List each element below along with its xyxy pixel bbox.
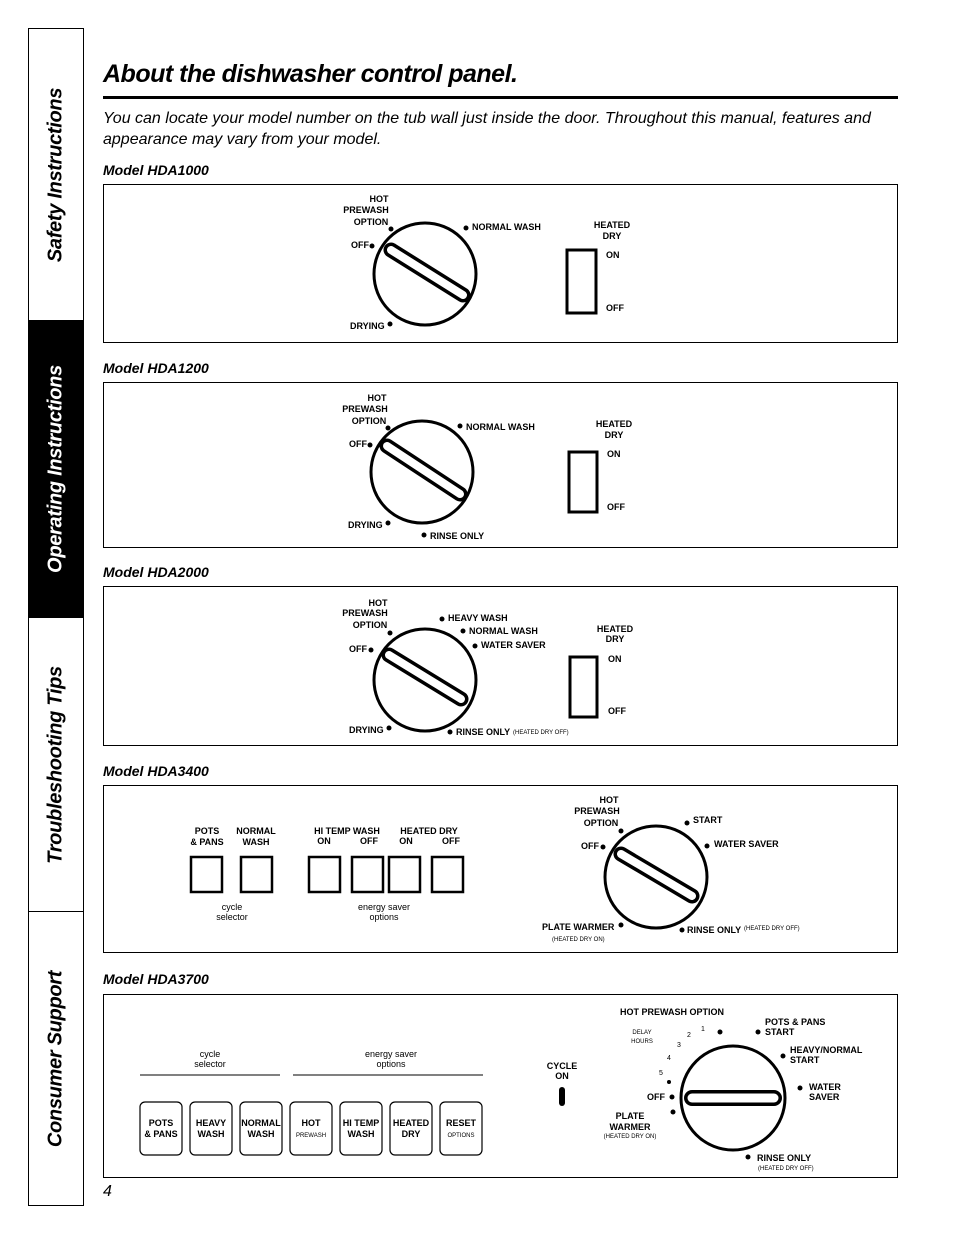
dial-note-heated-dry-on: (HEATED DRY ON) (603, 1134, 657, 1140)
button-label: PREWASH (295, 1133, 327, 1139)
hot-prewash-button[interactable] (290, 1102, 332, 1155)
group-label-cycle: cycle (199, 1049, 221, 1059)
delay-hour-3: 3 (677, 1042, 681, 1049)
dial-label-prewash: PREWASH (574, 806, 620, 816)
model-label-hda2000: Model HDA2000 (103, 564, 209, 580)
cycle-dial[interactable] (374, 629, 476, 731)
dial-label-drying: DRYING (349, 725, 384, 735)
switch-label-heated: HEATED (593, 220, 631, 230)
dial-note-heated-dry-off: (HEATED DRY OFF) (758, 1166, 814, 1172)
button-label-off: OFF (360, 836, 378, 846)
model-label-hda3700: Model HDA3700 (103, 971, 209, 987)
heated-dry-off-button[interactable] (432, 857, 463, 892)
hi-temp-wash-button[interactable] (340, 1102, 382, 1155)
dial-dot (667, 1080, 671, 1084)
button-label-on: ON (399, 836, 413, 846)
panel-hda3700 (103, 994, 898, 1178)
button-label: DRY (401, 1129, 421, 1139)
button-label-wash: WASH (242, 837, 270, 847)
dial-label-pots-pans: POTS & PANS (765, 1017, 826, 1027)
dial-label-rinse-only: RINSE ONLY (687, 925, 742, 935)
page-title: About the dishwasher control panel. (103, 60, 518, 88)
dial-label-normal-wash: NORMAL WASH (466, 422, 535, 432)
page-number: 4 (103, 1183, 112, 1200)
dial-label-water-saver: WATER SAVER (714, 839, 779, 849)
dial-label-heavy-wash: HEAVY WASH (448, 613, 508, 623)
dial-label-option: OPTION (351, 416, 387, 426)
tab-label: Operating Instructions (44, 365, 67, 573)
dial-label-delay: DELAY (632, 1030, 652, 1036)
section-sidebar (28, 28, 84, 1206)
dial-label-option: OPTION (583, 818, 619, 828)
dial-dot (388, 631, 393, 636)
dial-label-prewash: PREWASH (342, 404, 388, 414)
heated-dry-on-button[interactable] (389, 857, 420, 892)
group-label-selector: selector (216, 912, 248, 922)
heated-dry-button[interactable] (390, 1102, 432, 1155)
control-panel-diagram (104, 995, 897, 1177)
dial-label-normal-wash: NORMAL WASH (472, 222, 541, 232)
dial-label-drying: DRYING (348, 520, 383, 530)
dial-dot (386, 426, 391, 431)
button-label-pans: & PANS (190, 837, 224, 847)
dial-dot (746, 1155, 751, 1160)
dial-dot (369, 648, 374, 653)
switch-label-on: ON (606, 250, 620, 260)
switch-label-off: OFF (607, 502, 625, 512)
dial-note-heated-dry-off: (HEATED DRY OFF) (513, 730, 569, 736)
control-panel-diagram (104, 587, 897, 745)
button-label: WASH (247, 1129, 275, 1139)
button-label: WASH (197, 1129, 225, 1139)
switch-label-off: OFF (608, 706, 626, 716)
dial-note-heated-dry-on: (HEATED DRY ON) (552, 937, 605, 943)
button-label: HOT (301, 1118, 321, 1128)
dial-label-heavy-normal: HEAVY/NORMAL (790, 1045, 863, 1055)
dial-label-option: OPTION (352, 620, 388, 630)
button-label: POTS (148, 1118, 174, 1128)
dial-dot (671, 1110, 676, 1115)
dial-dot (368, 443, 373, 448)
button-label: HEATED (392, 1118, 430, 1128)
hi-temp-wash-off-button[interactable] (352, 857, 383, 892)
dial-label-off: OFF (351, 240, 369, 250)
dial-label-prewash: PREWASH (343, 205, 389, 215)
tab-troubleshooting-tips[interactable] (29, 618, 83, 912)
dial-label-saver: SAVER (809, 1092, 840, 1102)
dial-dot (619, 923, 624, 928)
group-label-energy-saver: energy saver (364, 1049, 418, 1059)
switch-label-on: ON (608, 654, 622, 664)
dial-dot (685, 821, 690, 826)
dial-label-start: START (693, 815, 723, 825)
control-panel-diagram (104, 185, 897, 342)
dial-dot (680, 928, 685, 933)
cycle-dial[interactable] (374, 223, 476, 325)
dial-label-rinse-only: RINSE ONLY (430, 531, 485, 541)
button-label: HEAVY (195, 1118, 227, 1128)
dial-dot (619, 829, 624, 834)
dial-label-hot-prewash-option: HOT PREWASH OPTION (620, 1007, 725, 1017)
dial-label-off: OFF (581, 841, 599, 851)
cycle-on-label: ON (555, 1071, 569, 1081)
hi-temp-wash-on-button[interactable] (309, 857, 340, 892)
switch-label-dry: DRY (605, 634, 625, 644)
tab-safety-instructions[interactable] (29, 29, 83, 321)
dial-label-warmer: WARMER (609, 1122, 651, 1132)
dial-dot (798, 1086, 803, 1091)
dial-label-plate-warmer: PLATE WARMER (542, 922, 615, 932)
button-label-hi-temp-wash: HI TEMP WASH (314, 826, 380, 836)
dial-dot (473, 644, 478, 649)
button-label-heated-dry: HEATED DRY (400, 826, 458, 836)
dial-label-off: OFF (349, 644, 367, 654)
group-label-options: options (369, 912, 399, 922)
button-label: RESET (445, 1118, 477, 1128)
dial-label-plate: PLATE (615, 1111, 645, 1121)
delay-hour-4: 4 (667, 1055, 671, 1062)
tab-consumer-support[interactable] (29, 912, 83, 1205)
panel-hda1200 (103, 382, 898, 548)
button-label-on: ON (317, 836, 331, 846)
heated-dry-switch[interactable] (570, 657, 597, 717)
dial-dot (422, 533, 427, 538)
dial-dot (718, 1030, 723, 1035)
group-label-options: options (376, 1059, 406, 1069)
tab-label: Consumer Support (44, 970, 67, 1147)
dial-label-rinse-only: RINSE ONLY (456, 727, 511, 737)
control-panel-diagram (104, 383, 897, 547)
model-label-hda3400: Model HDA3400 (103, 763, 209, 779)
dial-label-hot: HOT (599, 795, 619, 805)
dial-dot (601, 845, 606, 850)
dial-dot (464, 226, 469, 231)
button-label: NORMAL (241, 1118, 281, 1128)
cycle-dial[interactable] (681, 1046, 785, 1150)
dial-label-start: START (765, 1027, 795, 1037)
dial-label-prewash: PREWASH (342, 608, 388, 618)
button-label: & PANS (144, 1129, 178, 1139)
dial-label-water-saver: WATER SAVER (481, 640, 546, 650)
dial-dot (670, 1095, 675, 1100)
panel-hda2000 (103, 586, 898, 746)
title-rule (103, 96, 898, 99)
model-label-hda1200: Model HDA1200 (103, 360, 209, 376)
switch-label-dry: DRY (604, 430, 624, 440)
panel-hda3400 (103, 785, 898, 953)
dial-label-hot: HOT (369, 194, 389, 204)
delay-hour-2: 2 (687, 1032, 691, 1039)
button-label-normal: NORMAL (236, 826, 276, 836)
tab-label: Safety Instructions (44, 87, 67, 262)
dial-label-option: OPTION (353, 217, 389, 227)
dial-dot (386, 521, 391, 526)
dial-dot (448, 730, 453, 735)
intro-text: You can locate your model number on the tub wall just inside the door. Throughout this manual, features and appearance may vary from your model. (103, 110, 871, 148)
dial-label-start: START (790, 1055, 820, 1065)
dial-label-hot: HOT (367, 393, 387, 403)
dial-note-heated-dry-off: (HEATED DRY OFF) (744, 926, 800, 932)
button-label-off: OFF (442, 836, 460, 846)
button-label: WASH (347, 1129, 375, 1139)
pots-pans-button[interactable] (140, 1102, 182, 1155)
button-label: OPTIONS (447, 1133, 475, 1139)
dial-dot (781, 1054, 786, 1059)
group-label-energy-saver: energy saver (357, 902, 411, 912)
dial-label-hours: HOURS (631, 1039, 653, 1045)
dial-dot (389, 227, 394, 232)
dial-dot (387, 726, 392, 731)
dial-dot (370, 244, 375, 249)
button-label: HI TEMP (342, 1118, 380, 1128)
tab-operating-instructions[interactable] (29, 321, 83, 618)
dial-dot (705, 844, 710, 849)
dial-label-drying: DRYING (350, 321, 385, 331)
dial-label-rinse-only: RINSE ONLY (757, 1153, 812, 1163)
group-label-cycle: cycle (221, 902, 243, 912)
panel-hda1000 (103, 184, 898, 343)
switch-label-heated: HEATED (595, 419, 633, 429)
dial-label-normal-wash: NORMAL WASH (469, 626, 538, 636)
switch-label-off: OFF (606, 303, 624, 313)
cycle-on-label: CYCLE (546, 1061, 578, 1071)
cycle-dial[interactable] (371, 421, 473, 523)
dial-label-water: WATER (809, 1082, 841, 1092)
dial-dot (458, 424, 463, 429)
delay-hour-5: 5 (659, 1070, 663, 1077)
dial-label-off: OFF (349, 439, 367, 449)
model-label-hda1000: Model HDA1000 (103, 162, 209, 178)
heated-dry-switch[interactable] (569, 452, 597, 512)
dial-label-off: OFF (647, 1092, 665, 1102)
dial-dot (440, 617, 445, 622)
cycle-dial[interactable] (605, 826, 707, 928)
dial-label-hot: HOT (368, 598, 388, 608)
button-label-pots: POTS (194, 826, 220, 836)
control-panel-diagram (104, 786, 897, 952)
dial-dot (461, 629, 466, 634)
reset-options-button[interactable] (440, 1102, 482, 1155)
heated-dry-switch[interactable] (567, 250, 596, 313)
tab-label: Troubleshooting Tips (44, 665, 67, 864)
switch-label-dry: DRY (602, 231, 622, 241)
group-label-selector: selector (194, 1059, 226, 1069)
normal-wash-button[interactable] (241, 857, 272, 892)
switch-label-on: ON (607, 449, 621, 459)
dial-dot (756, 1030, 761, 1035)
cycle-on-indicator (559, 1087, 565, 1106)
delay-hour-1: 1 (701, 1026, 705, 1033)
normal-wash-button[interactable] (240, 1102, 282, 1155)
dial-dot (388, 322, 393, 327)
switch-label-heated: HEATED (596, 624, 634, 634)
pots-pans-button[interactable] (191, 857, 222, 892)
heavy-wash-button[interactable] (190, 1102, 232, 1155)
